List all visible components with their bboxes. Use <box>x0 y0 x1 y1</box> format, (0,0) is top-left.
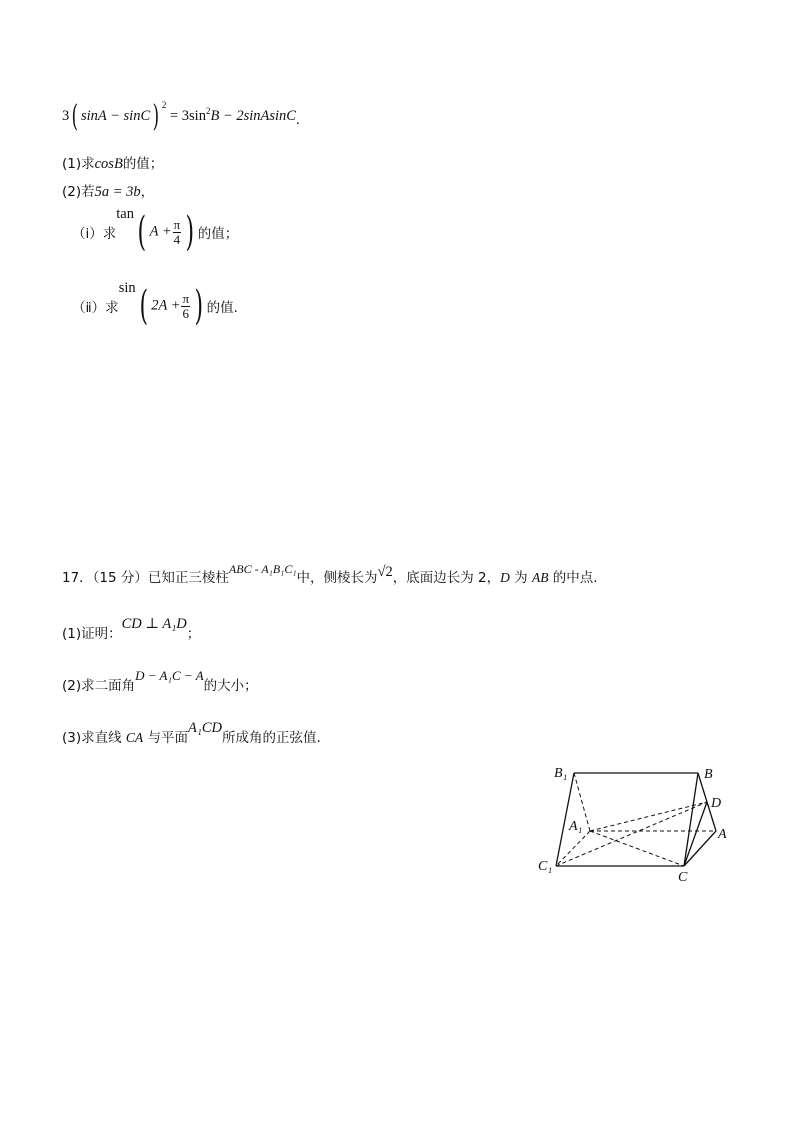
p16-q1-prefix: (1)求 <box>62 156 95 172</box>
frac-denominator: 4 <box>173 231 181 247</box>
p16-q2ii-fraction <box>181 292 190 320</box>
p16-q2i-label: （ⅰ）求 <box>72 226 117 242</box>
label-c: C <box>678 870 688 885</box>
p17-seg-ab: AB <box>531 570 549 585</box>
p17-q2-expr: D − A₁C − A <box>135 668 204 683</box>
p16-q2i-inner: A + <box>149 223 172 240</box>
left-paren: ( <box>137 209 147 255</box>
p17-q3 <box>62 720 321 747</box>
left-paren: ( <box>139 283 148 329</box>
p17-stem-b: 中，侧棱长为 <box>296 570 378 586</box>
frac-denominator: 6 <box>182 305 190 321</box>
p16-q2-expr: 5a = 3b <box>94 184 141 200</box>
label-b1: B₁ <box>554 766 568 781</box>
p17-q1-prefix: (1)证明： <box>62 626 122 642</box>
frac-numerator: π <box>182 290 190 306</box>
p17-sqrt: √2 <box>377 564 393 580</box>
eq-rhs-b: B − 2sinAsinC <box>210 108 296 124</box>
p17-stem-d: 为 <box>509 570 532 586</box>
p16-equation <box>62 100 300 132</box>
eq-rhs-sq: 2 <box>205 106 211 117</box>
eq-coef: 3 <box>62 108 70 124</box>
p17-q2-suffix: 的大小； <box>203 678 258 694</box>
p17-q3-plane: A₁CD <box>187 720 223 736</box>
p17-point-d: D <box>500 570 510 585</box>
eq-equals: = <box>166 108 182 124</box>
label-b: B <box>704 767 713 782</box>
p16-q2i <box>72 206 239 255</box>
eq-rhs-a: 3sin <box>181 108 206 124</box>
p17-prism: ABC - A₁B₁C₁ <box>228 562 297 576</box>
p16-q1 <box>62 152 163 173</box>
eq-lhs-exp: 2 <box>161 100 167 110</box>
p16-q2 <box>62 180 154 201</box>
right-paren: ) <box>185 209 195 255</box>
p16-q2i-suffix: 的值； <box>197 226 239 242</box>
label-a: A <box>718 827 727 842</box>
p17-q3-suffix: 所成角的正弦值. <box>222 730 321 746</box>
eq-lhs-inner: sinA − sinC <box>80 108 151 124</box>
edge-a1-c <box>590 831 684 866</box>
p16-q2ii-label: （ⅱ）求 <box>72 300 119 316</box>
p17-q1 <box>62 616 201 643</box>
p17-stem-a: 17．（15 分）已知正三棱柱 <box>62 570 229 586</box>
frac-numerator: π <box>173 216 181 232</box>
p16-q2i-fn: tan <box>116 206 134 222</box>
p17-q2-prefix: (2)求二面角 <box>62 678 136 694</box>
p16-q2-suffix: ， <box>140 184 155 200</box>
p17-stem-c: ，底面边长为 2， <box>392 570 501 586</box>
edge-c-d <box>684 802 707 866</box>
right-paren: ) <box>194 283 204 329</box>
p16-q2ii-inner: 2A + <box>151 297 181 314</box>
p16-q1-expr: cosB <box>94 156 123 172</box>
eq-period: . <box>295 112 300 128</box>
p16-q2ii <box>72 280 238 329</box>
p17-q2 <box>62 668 258 694</box>
p17-q3-mid: 与平面 <box>143 730 188 746</box>
label-a1: A₁ <box>569 819 583 834</box>
p17-q3-line: CA <box>125 730 144 745</box>
right-paren: ) <box>152 98 160 134</box>
label-c1: C₁ <box>538 859 553 874</box>
p16-q2-prefix: (2)若 <box>62 184 95 200</box>
left-paren: ( <box>71 98 79 134</box>
p17-stem <box>62 562 598 587</box>
p17-q1-suffix: ； <box>186 626 201 642</box>
p17-q3-prefix: (3)求直线 <box>62 730 126 746</box>
prism-figure <box>530 760 750 890</box>
label-d: D <box>711 796 722 811</box>
p17-stem-e: 的中点. <box>548 570 598 586</box>
p16-q2ii-fn: sin <box>118 280 136 296</box>
p16-q2ii-suffix: 的值. <box>206 300 238 316</box>
p16-q2i-fraction <box>173 218 182 246</box>
p16-q1-suffix: 的值； <box>122 156 164 172</box>
edge-c1-d <box>556 802 707 866</box>
p17-q1-expr: CD ⊥ A₁D <box>121 616 187 632</box>
